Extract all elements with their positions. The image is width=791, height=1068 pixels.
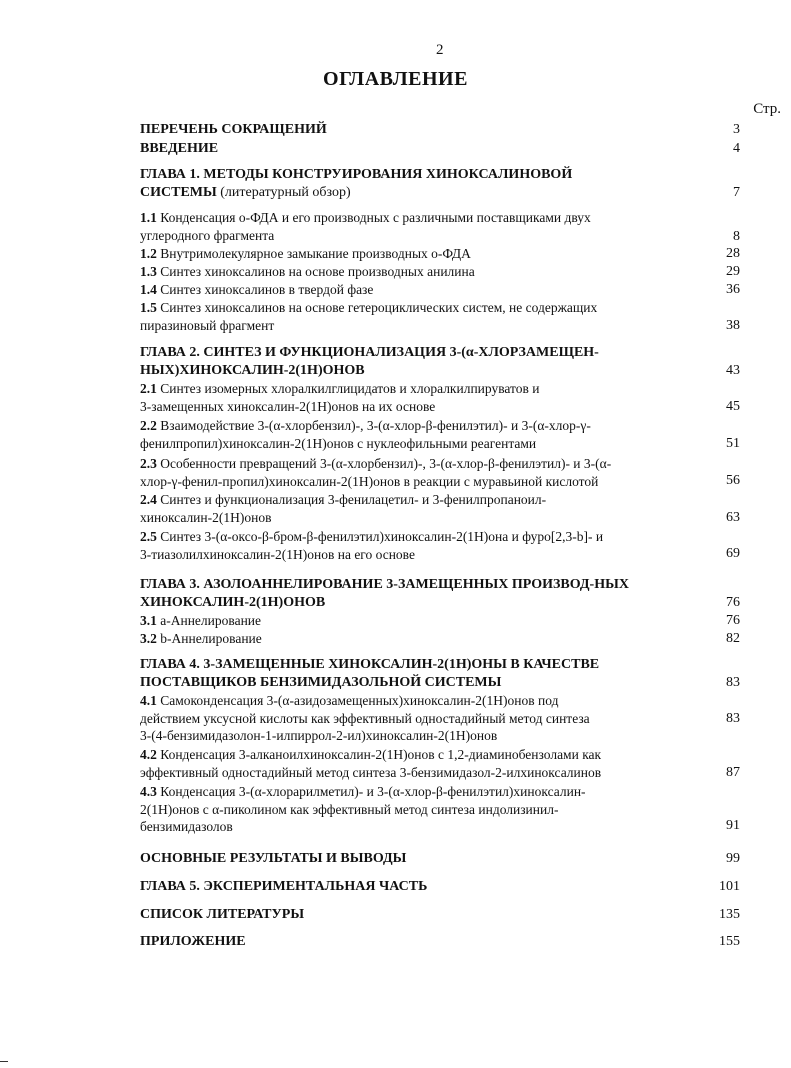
toc-entry-section: 2.5 Синтез 3-(α-оксо-β-бром-β-фенилэтил)хиноксалин-2(1H)она и фуро[2,3-b]- и 3-тиазолилхиноксалин-2(1H)онов на его основе	[140, 529, 604, 562]
toc-entry-section: 2.2 Взаимодействие 3-(α-хлорбензил)-, 3-(α-хлор-β-фенилэтил)- и 3-(α-хлор-γ- фенилпропил)хиноксалин-2(1H)онов с нуклеофильными реагентами	[140, 418, 591, 451]
toc-entry-chapter-4: ГЛАВА 4. 3-ЗАМЕЩЕННЫЕ ХИНОКСАЛИН-2(1H)ОНЫ В КАЧЕСТВЕ ПОСТАВЩИКОВ БЕНЗИМИДАЗОЛЬНОЙ СИСТЕМЫ	[140, 657, 600, 690]
toc-entry-introduction: ВВЕДЕНИЕ	[140, 141, 219, 156]
toc-entry-section: 2.3 Особенности превращений 3-(α-хлорбензил)-, 3-(α-хлор-β-фенилэтил)- и 3-(α- хлор-γ-фенил-пропил)хиноксалин-2(1H)онов в реакции с муравьиной кислотой	[140, 456, 612, 489]
toc-entry-chapter-5: ГЛАВА 5. ЭКСПЕРИМЕНТАЛЬНАЯ ЧАСТЬ	[140, 879, 428, 894]
toc-entry-abbreviations: ПЕРЕЧЕНЬ СОКРАЩЕНИЙ	[140, 122, 327, 137]
toc-page: 28	[726, 246, 740, 261]
toc-entry-section: 1.5 Синтез хиноксалинов на основе гетероциклических систем, не содержащих пиразиновый фрагмент	[140, 300, 598, 333]
toc-page: 135	[719, 907, 740, 922]
toc-page: 36	[726, 282, 740, 297]
toc-page: 155	[719, 934, 740, 949]
toc-page: 87	[726, 765, 740, 780]
toc-entry-appendix: ПРИЛОЖЕНИЕ	[140, 934, 246, 949]
page-column-header: Стр.	[753, 101, 781, 117]
toc-entry-section: 1.4 Синтез хиноксалинов в твердой фазе	[140, 282, 374, 297]
toc-page: 4	[733, 141, 740, 156]
toc-entry-section: 1.3 Синтез хиноксалинов на основе производных анилина	[140, 264, 475, 279]
toc-page: 63	[726, 510, 740, 525]
toc-page: 76	[726, 613, 740, 628]
toc-entry-section: 3.1 а-Аннелирование	[140, 613, 262, 628]
toc-entry-section: 1.2 Внутримолекулярное замыкание производных о-ФДА	[140, 246, 471, 261]
toc-page: 83	[726, 711, 740, 726]
toc-page: 76	[726, 595, 740, 610]
toc-page: 99	[726, 851, 740, 866]
toc-entry-chapter-1: ГЛАВА 1. МЕТОДЫ КОНСТРУИРОВАНИЯ ХИНОКСАЛИНОВОЙ СИСТЕМЫ (литературный обзор)	[140, 167, 573, 200]
toc-page: 101	[719, 879, 740, 894]
toc-entry-section: 4.1 Самоконденсация 3-(α-азидозамещенных)хиноксалин-2(1H)онов под действием уксусной кислоты как эффективный одностадийный метод синтеза 3-(4-бензимидазолон-1-илпиррол-2-ил)хиноксалин-2(1H)онов	[140, 693, 590, 743]
toc-page: 83	[726, 675, 740, 690]
toc-entry-section: 4.3 Конденсация 3-(α-хлорарилметил)- и 3-(α-хлор-β-фенилэтил)хиноксалин- 2(1H)онов с α-пиколином как эффективный метод синтеза индолизинил- бензимидазолов	[140, 784, 586, 834]
toc-page: 82	[726, 631, 740, 646]
toc-page: 51	[726, 436, 740, 451]
toc-page: 3	[733, 122, 740, 137]
toc-entry-chapter-2: ГЛАВА 2. СИНТЕЗ И ФУНКЦИОНАЛИЗАЦИЯ 3-(α-ХЛОРЗАМЕЩЕН- НЫХ)ХИНОКСАЛИН-2(1H)ОНОВ	[140, 345, 599, 378]
toc-page: 43	[726, 363, 740, 378]
toc-entry-section: 2.1 Синтез изомерных хлоралкилглицидатов и хлоралкилпируватов и 3-замещенных хиноксалин-2(1H)онов на их основе	[140, 381, 540, 414]
toc-entry-section: 4.2 Конденсация 3-алканоилхиноксалин-2(1H)онов с 1,2-диаминобензолами как эффективный одностадийный метод синтеза 3-бензимидазол-2-илхиноксалинов	[140, 747, 602, 780]
toc-page: 8	[733, 229, 740, 244]
toc-page: 45	[726, 399, 740, 414]
page-title: ОГЛАВЛЕНИЕ	[323, 68, 468, 90]
toc-page: 7	[733, 185, 740, 200]
toc-page: 38	[726, 318, 740, 333]
toc-entry-section: 2.4 Синтез и функционализация 3-фенилацетил- и 3-фенилпропаноил- хиноксалин-2(1H)онов	[140, 492, 547, 525]
toc-page: 56	[726, 473, 740, 488]
page-number: 2	[436, 42, 444, 58]
toc-page: 91	[726, 818, 740, 833]
toc-entry-results: ОСНОВНЫЕ РЕЗУЛЬТАТЫ И ВЫВОДЫ	[140, 851, 407, 866]
toc-page: 29	[726, 264, 740, 279]
toc-entry-chapter-3: ГЛАВА 3. АЗОЛОАННЕЛИРОВАНИЕ 3-ЗАМЕЩЕННЫХ ПРОИЗВОД-НЫХ ХИНОКСАЛИН-2(1H)ОНОВ	[140, 577, 629, 610]
scan-edge-mark	[0, 1061, 8, 1062]
toc-entry-section: 3.2 b-Аннелирование	[140, 631, 262, 646]
toc-page: 69	[726, 546, 740, 561]
toc-entry-section: 1.1 Конденсация о-ФДА и его производных с различными поставщиками двух углеродного фрагмента	[140, 210, 591, 243]
toc-entry-references: СПИСОК ЛИТЕРАТУРЫ	[140, 907, 305, 922]
